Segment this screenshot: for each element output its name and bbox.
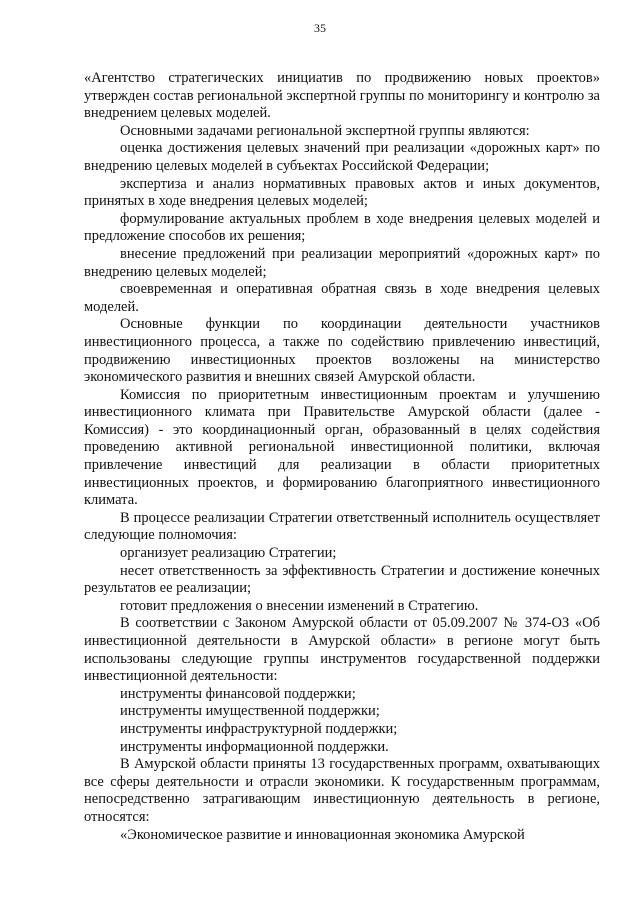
paragraph: Комиссия по приоритетным инвестиционным проектам и улучшению инвестиционного климата при Правительстве Амурской области (далее - Комиссия) - это координационный орган, образованный в целях содействия проведению активной региональной инвестиционной политики, включая привлечение инвестиций для реализации в области приоритетных инвестиционных проектов, и формированию благоприятного инвестиционного климата. (84, 386, 600, 509)
paragraph: В процессе реализации Стратегии ответственный исполнитель осуществляет следующие полномочия: (84, 509, 600, 544)
list-item: формулирование актуальных проблем в ходе внедрения целевых моделей и предложение способов их решения; (84, 210, 600, 245)
page-number: 35 (314, 21, 326, 35)
paragraph: В соответствии с Законом Амурской области от 05.09.2007 № 374-ОЗ «Об инвестиционной деятельности в Амурской области» в регионе могут быть использованы следующие группы инструментов государственной поддержки инвестиционной деятельности: (84, 615, 600, 685)
paragraph: Основные функции по координации деятельности участников инвестиционного процесса, а также по содействию привлечению инвестиций, продвижению инвестиционных проектов возложены на министерство экономического развития и внешних связей Амурской области. (84, 316, 600, 386)
paragraph: Основными задачами региональной экспертной группы являются: (120, 122, 530, 139)
list-item: несет ответственность за эффективность Стратегии и достижение конечных результатов ее реализации; (84, 562, 600, 597)
list-item: оценка достижения целевых значений при реализации «дорожных карт» по внедрению целевых моделей в субъектах Российской Федерации; (84, 140, 600, 174)
list-item: инструменты имущественной поддержки; (120, 703, 380, 720)
list-item: инструменты информационной поддержки. (120, 738, 389, 755)
body-text (84, 70, 600, 844)
list-item: инструменты инфраструктурной поддержки; (120, 720, 398, 737)
paragraph: «Агентство стратегических инициатив по продвижению новых проектов» утвержден состав региональной экспертной группы по мониторингу и контролю за внедрением целевых моделей. (84, 70, 600, 122)
paragraph: В Амурской области приняты 13 государственных программ, охватывающих все сферы деятельности и отрасли экономики. К государственным программам, непосредственно затрагивающим инвестиционную деятельность в регионе, относятся: (84, 756, 600, 825)
list-item: своевременная и оперативная обратная связь в ходе внедрения целевых моделей. (84, 281, 600, 315)
paragraph: «Экономическое развитие и инновационная экономика Амурской (120, 826, 525, 843)
list-item: организует реализацию Стратегии; (120, 545, 337, 562)
list-item: инструменты финансовой поддержки; (120, 685, 356, 702)
list-item: готовит предложения о внесении изменений в Стратегию. (120, 597, 479, 614)
list-item: внесение предложений при реализации мероприятий «дорожных карт» по внедрению целевых моделей; (84, 245, 600, 280)
list-item: экспертиза и анализ нормативных правовых актов и иных документов, принятых в ходе внедрения целевых моделей; (84, 175, 600, 210)
